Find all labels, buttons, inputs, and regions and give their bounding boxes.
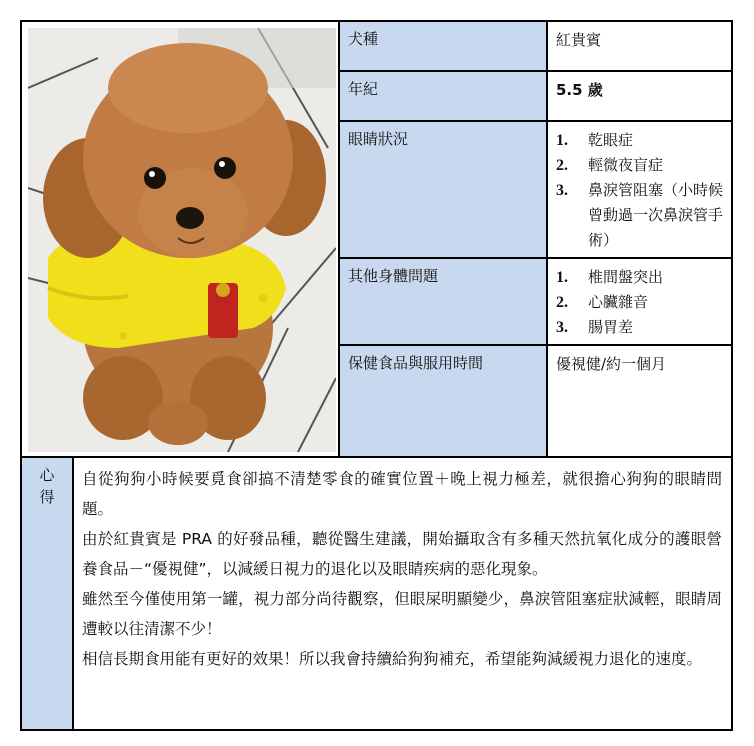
item-text: 乾眼症 — [588, 131, 634, 149]
profile-table — [22, 22, 731, 456]
item-text: 鼻淚管阻塞（小時候曾動過一次鼻淚管手術） — [588, 181, 724, 249]
row-breed — [340, 22, 731, 72]
row-eye-condition — [340, 122, 731, 259]
breed-value: 紅貴賓 — [548, 22, 731, 72]
row-age — [340, 72, 731, 122]
eye-condition-label: 眼睛狀況 — [340, 122, 548, 259]
notes-label-char: 心 — [39, 466, 55, 484]
dog-photo — [28, 28, 336, 452]
other-health-item — [556, 265, 723, 290]
item-number: 3. — [556, 319, 568, 336]
supplement-label: 保健食品與服用時間 — [340, 346, 548, 456]
eye-condition-item — [556, 178, 723, 253]
dog-photo-cell — [22, 22, 340, 456]
notes-paragraph: 由於紅貴賓是 PRA 的好發品種，聽從醫生建議，開始攝取含有多種天然抗氧化成分的護眼營養食品－“優視健”，以減緩日視力的退化以及眼睛疾病的惡化現象。 — [82, 530, 722, 578]
item-text: 腸胃差 — [588, 318, 634, 336]
supplement-value: 優視健/約一個月 — [548, 346, 731, 456]
row-other-health — [340, 259, 731, 346]
item-number: 1. — [556, 132, 568, 149]
notes-label-char: 得 — [39, 488, 55, 506]
item-number: 2. — [556, 294, 568, 311]
other-health-value — [548, 259, 731, 346]
eye-condition-item — [556, 153, 723, 178]
item-text: 輕微夜盲症 — [588, 156, 664, 174]
notes-paragraph: 雖然至今僅使用第一罐，視力部分尚待觀察，但眼屎明顯變少，鼻淚管阻塞症狀減輕，眼睛周遭較以往清潔不少！ — [82, 590, 722, 638]
eye-condition-value — [548, 122, 731, 259]
notes-paragraph: 自從狗狗小時候要覓食卻搞不清楚零食的確實位置＋晚上視力極差，就很擔心狗狗的眼睛問題。 — [82, 470, 722, 518]
eye-condition-item — [556, 128, 723, 153]
age-value: 5.5 歲 — [548, 72, 731, 122]
notes-paragraph: 相信長期食用能有更好的效果！所以我會持續給狗狗補充，希望能夠減緩視力退化的速度。 — [82, 650, 703, 668]
item-number: 1. — [556, 269, 568, 286]
row-supplement — [340, 346, 731, 456]
breed-label: 犬種 — [340, 22, 548, 72]
notes-body — [82, 464, 722, 674]
item-text: 心臟雜音 — [588, 293, 649, 311]
notes-section — [22, 456, 731, 729]
other-health-item — [556, 315, 723, 340]
age-label: 年紀 — [340, 72, 548, 122]
other-health-label: 其他身體問題 — [340, 259, 548, 346]
notes-label — [22, 458, 74, 729]
dog-profile-sheet — [20, 20, 733, 731]
other-health-item — [556, 290, 723, 315]
item-number: 2. — [556, 157, 568, 174]
item-number: 3. — [556, 182, 568, 199]
item-text: 椎間盤突出 — [588, 268, 664, 286]
